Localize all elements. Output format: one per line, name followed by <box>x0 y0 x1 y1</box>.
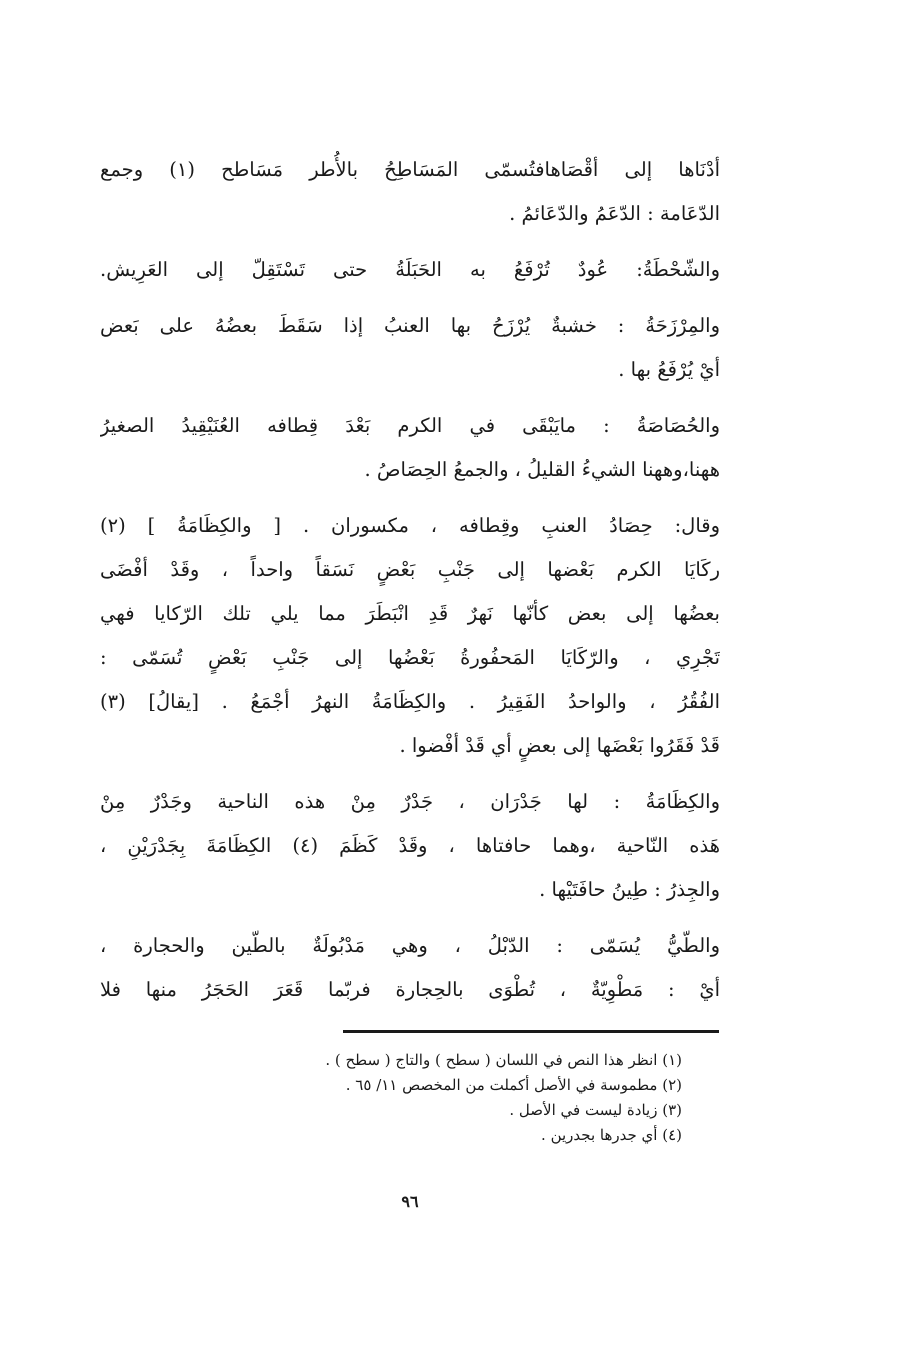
text-line: والكِظَامَةُ : لها جَدْرَان ، جَدْرٌ مِنْ هذه الناحية وجَدْرٌ مِنْ <box>100 790 720 813</box>
text-line: ههنا،وههنا الشيءُ القليلُ ، والجمعُ الحِصَاصُ . <box>364 458 720 481</box>
text-line: وقال: حِصَادُ العنبِ وقِطافه ، مكسوران . [ والكِظَامَةُ ] (٢) <box>100 514 720 537</box>
text-line: بعضُها إلى بعض كأنّها نَهرٌ قَدِ انْبَطَرَ مما يلي تلك الرّكايا فهي <box>100 602 720 625</box>
text-line: تَجْرِي ، والرّكَايَا المَحفُورةُ بَعْضُها إلى جَنْبِ بَعْضٍ تُسَمّى : <box>100 646 720 669</box>
text-line: والحُصَاصَةُ : مايَبْقَى في الكرم بَعْدَ قِطافه العُنَيْقِيدُ الصغيرُ <box>100 414 720 437</box>
page-number: ٩٦ <box>401 1192 419 1211</box>
footnote: (٢) مطموسة في الأصل أكملت من المخصص ١١/ ٦٥ . <box>345 1076 682 1094</box>
paragraph <box>100 304 720 392</box>
paragraph <box>100 148 720 236</box>
footnote: (١) انظر هذا النص في اللسان ( سطح ) والتاج ( سطح ) . <box>325 1051 682 1069</box>
text-line: الفُقُرُ ، والواحدُ الفَقِيرُ . والكِظَامَةُ النهرُ أجْمَعُ . [يقالُ] (٣) <box>100 690 720 713</box>
paragraph <box>100 504 720 768</box>
footnote: (٣) زيادة ليست في الأصل . <box>509 1101 682 1119</box>
text-line: والشّحْطَةُ: عُودٌ تُرْفَعُ به الحَبَلَةُ حتى تَسْتَقِلّ إلى العَرِيش. <box>100 258 720 281</box>
paragraph <box>100 248 720 292</box>
text-line: قَدْ فَقَرُوا بَعْضَها إلى بعضٍ أي قَدْ أفْضوا . <box>399 734 720 757</box>
text-line: والطّيُّ يُسَمّى : الدّبْلُ ، وهي مَدْبُولَةٌ بالطّين والحجارة ، <box>100 934 720 957</box>
text-line: أيْ : مَطْوِيّةٌ ، تُطْوَى بالحِجارة فربّما قَعَرَ الحَجَرُ منها فلا <box>100 978 720 1001</box>
paragraph <box>100 404 720 492</box>
footnote-divider <box>343 1030 719 1033</box>
text-line: أدْنَاها إلى أقْصَاهافتُسمّى المَسَاطِحُ بالأُطر مَسَاطح (١) وجمع <box>100 158 720 181</box>
paragraph <box>100 780 720 912</box>
text-line: ركَايَا الكرم بَعْضها إلى جَنْبِ بَعْضٍ نَسَقاً واحداً ، وقَدْ أفْضَى <box>100 558 720 581</box>
text-line: هَذه النّاحية ،وهما حافتاها ، وقَدْ كَظَمَ (٤) الكِظَامَةَ بِجَدْرَيْنِ ، <box>100 834 720 857</box>
footnotes <box>240 1048 682 1148</box>
text-line: أيْ يُرْفَعُ بها . <box>618 358 720 381</box>
text-line: والمِرْزَحَةُ : خشبةٌ يُرْزَحُ بها العنبُ إذا سَقَطَ بعضُهُ على بَعض <box>100 314 720 337</box>
main-text <box>100 148 720 1012</box>
footnote: (٤) أي جدرها بجدرين . <box>541 1126 682 1144</box>
text-line: والجِذرُ : طِينُ حافَتَيْها . <box>539 878 720 901</box>
text-line: الدّعَامة : الدّعَمُ والدّعَائمُ . <box>509 202 720 225</box>
paragraph <box>100 924 720 1012</box>
